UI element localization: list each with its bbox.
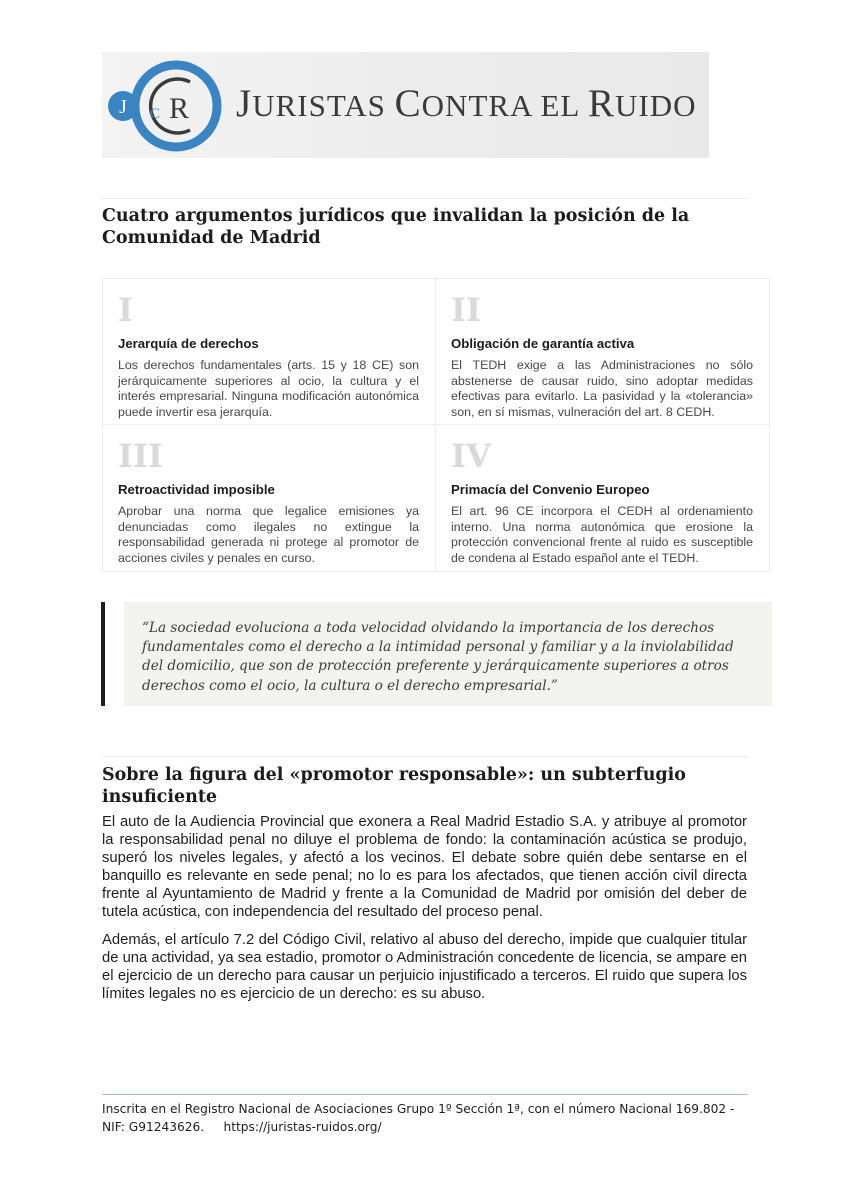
- argument-body: Los derechos fundamentales (arts. 15 y 18 CE) son jerárquicamente superiores al ocio, la cultura y el interés empresarial. Ninguna modificación autonómica puede invertir esa jerarquía.: [118, 358, 419, 419]
- argument-heading: Jerarquía de derechos: [118, 336, 259, 351]
- argument-heading: Primacía del Convenio Europeo: [451, 482, 650, 497]
- argument-numeral: III: [118, 437, 163, 475]
- argument-card: [436, 425, 769, 571]
- footer-registry: Inscrita en el Registro Nacional de Asociaciones Grupo 1º Sección 1ª, con el número Nacional 169.802 -: [102, 1102, 735, 1116]
- pull-quote: [124, 602, 772, 706]
- footer-nif: NIF: G91243626.: [102, 1120, 205, 1134]
- footer-divider: [102, 1094, 748, 1095]
- argument-body: El TEDH exige a las Administraciones no sólo abstenerse de causar ruido, sino adoptar medidas efectivas para evitarlo. La pasividad y la «tolerancia» son, en sí mismas, vulneración del art. 8 CEDH.: [451, 358, 753, 419]
- section-title-promotor: Sobre la figura del «promotor responsable»: un subterfugio insuficiente: [102, 765, 686, 807]
- footer-url-link[interactable]: https://juristas-ruidos.org/: [223, 1120, 382, 1134]
- argument-body: El art. 96 CE incorpora el CEDH al ordenamiento interno. Una norma autonómica que erosione la protección convencional frente al ruido es susceptible de condena al Estado español ante el TEDH.: [451, 504, 753, 565]
- argument-numeral: IV: [451, 437, 491, 475]
- argument-numeral: II: [451, 291, 481, 329]
- logo-banner: [102, 52, 709, 158]
- section-title-arguments: Cuatro argumentos jurídicos que invalidan la posición de la Comunidad de Madrid: [102, 206, 690, 248]
- divider: [102, 756, 748, 757]
- logo-letter-j: J: [119, 96, 127, 118]
- jcr-logo-icon: [106, 60, 226, 152]
- arguments-grid: [102, 278, 770, 572]
- argument-body: Aprobar una norma que legalice emisiones ya denunciadas como ilegales no extingue la responsabilidad generada ni protege al promotor de acciones civiles y penales en curso.: [118, 504, 419, 565]
- quote-text: “La sociedad evoluciona a toda velocidad olvidando la importancia de los derechos fundamentales como el derecho a la intimidad personal y familiar y a la inviolabilidad del domicilio, que son de protección preferente y jerárquicamente superiores a otros derechos como el ocio, la cultura o el derecho empresarial.”: [142, 620, 734, 694]
- argument-card: [103, 279, 436, 425]
- argument-heading: Obligación de garantía activa: [451, 336, 635, 351]
- logo-letter-r: R: [168, 92, 190, 125]
- quote-accent-bar: [101, 602, 105, 706]
- argument-card: [436, 279, 769, 425]
- argument-heading: Retroactividad imposible: [118, 482, 275, 497]
- logo-letter-c: C: [149, 106, 161, 122]
- body-paragraph: El auto de la Audiencia Provincial que exonera a Real Madrid Estadio S.A. y atribuye al promotor la responsabilidad penal no diluye el problema de fondo: la contaminación acústica se produjo, superó los niveles legales, y afectó a los vecinos. El debate sobre quién debe sentarse en el banquillo es relevante en sede penal; no lo es para los afectados, que tienen acción civil directa frente al Ayuntamiento de Madrid y frente a la Comunidad de Madrid por omisión del deber de tutela acústica, con independencia del resultado del proceso penal.: [102, 814, 747, 920]
- argument-numeral: I: [118, 291, 133, 329]
- divider: [102, 198, 748, 199]
- logo-wordmark: JURISTAS CONTRA EL RUIDO: [236, 82, 697, 125]
- footer: [102, 1100, 762, 1136]
- body-paragraph: Además, el artículo 7.2 del Código Civil, relativo al abuso del derecho, impide que cualquier titular de una actividad, ya sea estadio, promotor o Administración concedente de licencia, se ampare en el ejercicio de un derecho para causar un perjuicio injustificado a terceros. El ruido que supera los límites legales no es ejercicio de un derecho: es su abuso.: [102, 932, 747, 1002]
- argument-card: [103, 425, 436, 571]
